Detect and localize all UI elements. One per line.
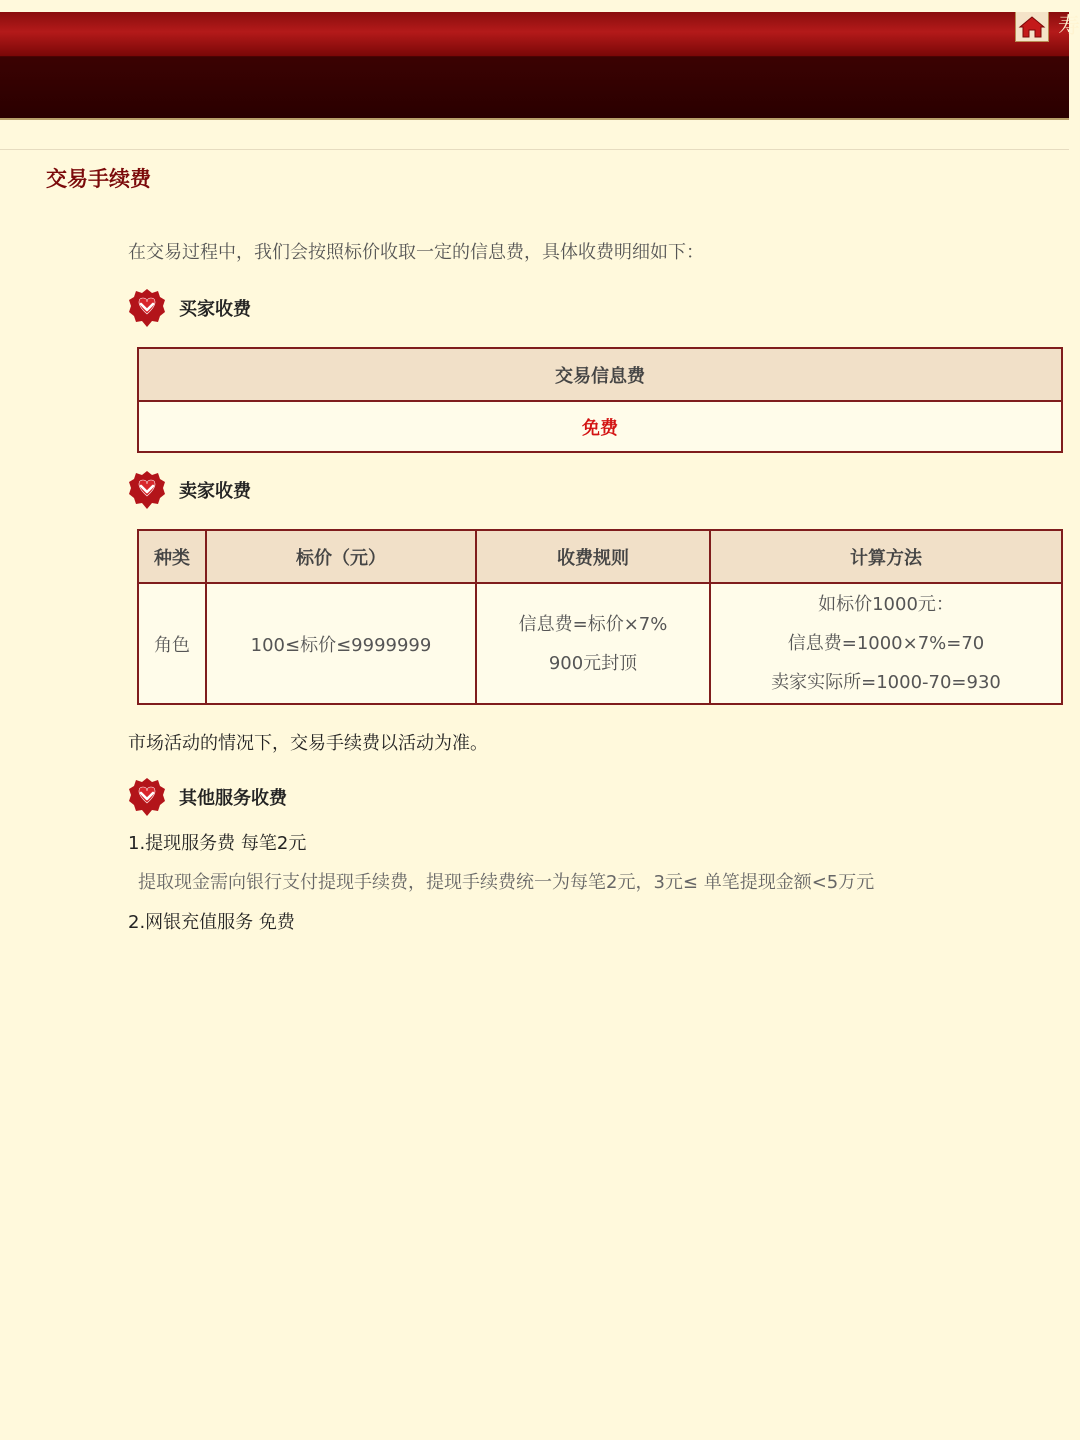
rule-line: 900元封顶	[548, 652, 638, 674]
home-button[interactable]	[1015, 12, 1049, 42]
buyer-fee-value: 免费	[138, 401, 1062, 452]
cell-price: 100≤标价≤9999999	[206, 583, 476, 704]
service-item-withdraw-desc: 提取现金需向银行支付提现手续费，提现手续费统一为每笔2元，3元≤ 单笔提现金额<5万元	[138, 872, 875, 893]
header-cut-text: 寿	[1058, 14, 1080, 39]
col-price: 标价（元）	[206, 530, 476, 583]
col-type: 种类	[138, 530, 206, 583]
page-title: 交易手续费	[46, 167, 151, 191]
service-item-recharge: 2.网银充值服务 免费	[128, 912, 295, 933]
cell-type: 角色	[138, 583, 206, 704]
calc-line: 如标价1000元：	[818, 594, 954, 615]
seller-fee-table	[137, 529, 1063, 705]
divider	[0, 149, 1069, 150]
buyer-section-heading	[128, 288, 251, 328]
other-heading-label: 其他服务收费	[179, 788, 287, 809]
cell-calc	[710, 583, 1062, 704]
service-item-withdraw: 1.提现服务费 每笔2元	[128, 833, 307, 854]
rule-line: 信息费=标价×7%	[518, 613, 668, 635]
buyer-table-header: 交易信息费	[138, 348, 1062, 401]
col-calc: 计算方法	[710, 530, 1062, 583]
buyer-heading-label: 买家收费	[179, 299, 251, 320]
nav-bar	[0, 57, 1069, 120]
heart-badge-icon	[128, 470, 166, 510]
seller-section-heading	[128, 470, 251, 510]
top-banner	[0, 12, 1080, 57]
heart-badge-icon	[128, 777, 166, 817]
other-section-heading	[128, 777, 287, 817]
calc-line: 信息费=1000×7%=70	[787, 633, 985, 654]
table-row	[138, 583, 1062, 704]
heart-badge-icon	[128, 288, 166, 328]
home-icon	[1019, 15, 1045, 39]
seller-heading-label: 卖家收费	[179, 481, 251, 502]
buyer-fee-table	[137, 347, 1063, 453]
cell-rule	[476, 583, 710, 704]
table-header-row	[138, 530, 1062, 583]
intro-text: 在交易过程中，我们会按照标价收取一定的信息费，具体收费明细如下：	[128, 242, 704, 263]
col-rule: 收费规则	[476, 530, 710, 583]
activity-note: 市场活动的情况下，交易手续费以活动为准。	[128, 733, 488, 754]
calc-line: 卖家实际所=1000-70=930	[771, 672, 1001, 693]
